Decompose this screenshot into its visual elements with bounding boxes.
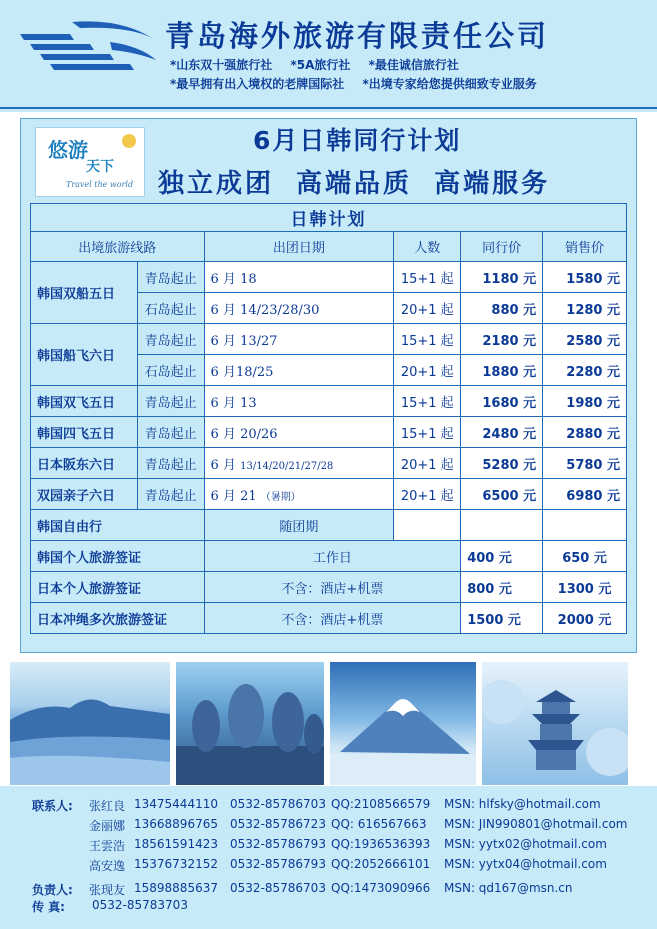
manager-mobile: 15898885637 [134, 881, 218, 895]
tour-date: 随团期 [204, 510, 394, 541]
slogan: *最佳诚信旅行社 [368, 58, 459, 72]
group-size: 20+1 起 [394, 479, 461, 510]
tour-date-month: 6 月 [210, 457, 236, 473]
header-pax: 人数 [394, 232, 461, 262]
contact-qq: QQ:1936536393 [331, 837, 431, 851]
tour-date: 6 月 20/26 [204, 417, 394, 448]
header-date: 出团日期 [204, 232, 394, 262]
photo-stone-statues [176, 662, 324, 785]
route-name: 韩国双船五日 [31, 262, 138, 324]
trade-price: 1680 元 [461, 386, 543, 417]
route-name: 韩国船飞六日 [31, 324, 138, 386]
route-name: 韩国双飞五日 [31, 386, 138, 417]
tour-date: 6 月 13 [204, 386, 394, 417]
contact-msn: MSN: JIN990801@hotmail.com [444, 817, 628, 831]
contact-phone: 0532-85786723 [230, 817, 326, 831]
departure: 石岛起止 [137, 355, 204, 386]
retail-price: 5780 元 [543, 448, 627, 479]
visa-note: 工作日 [204, 541, 461, 572]
tour-date: 6 月 14/23/28/30 [204, 293, 394, 324]
tour-date: 6 月 13/27 [204, 324, 394, 355]
trade-price: 400 元 [461, 541, 543, 572]
retail-price: 2000 元 [543, 603, 627, 634]
plan-panel [20, 118, 637, 653]
departure: 石岛起止 [137, 293, 204, 324]
retail-price: 1280 元 [543, 293, 627, 324]
trade-price: 800 元 [461, 572, 543, 603]
brand-tagline: Travel the world [66, 180, 134, 189]
retail-price: 650 元 [543, 541, 627, 572]
table-row [31, 386, 627, 417]
contact-mobile: 18561591423 [134, 837, 218, 851]
header-trade-price: 同行价 [461, 232, 543, 262]
retail-price: 2580 元 [543, 324, 627, 355]
empty-cell [394, 510, 461, 541]
trade-price: 2480 元 [461, 417, 543, 448]
trade-price: 2180 元 [461, 324, 543, 355]
photo-coast-landscape [10, 662, 170, 785]
company-name: 青岛海外旅游有限责任公司 [165, 19, 550, 53]
contact-qq: QQ:2052666101 [331, 857, 431, 871]
manager-qq: QQ:1473090966 [331, 881, 431, 895]
contact-msn: MSN: yytx04@hotmail.com [444, 857, 607, 871]
contact-phone: 0532-85786703 [230, 797, 326, 811]
contact-phone: 0532-85786793 [230, 837, 326, 851]
slogan: *最早拥有出入境权的老牌国际社 [170, 77, 345, 91]
group-size: 15+1 起 [394, 417, 461, 448]
contact-qq: QQ: 616567663 [331, 817, 427, 831]
slogan: *出境专家给您提供细致专业服务 [362, 77, 537, 91]
manager-phone: 0532-85786703 [230, 881, 326, 895]
departure: 青岛起止 [137, 448, 204, 479]
plan-subtitle: 独立成团 高端品质 高端服务 [158, 169, 551, 199]
trade-price: 1180 元 [461, 262, 543, 293]
visa-row [31, 603, 627, 634]
header-divider [0, 107, 657, 109]
group-size: 15+1 起 [394, 262, 461, 293]
company-slogans [170, 56, 551, 94]
contact-name: 金丽娜 [89, 819, 126, 833]
departure: 青岛起止 [137, 417, 204, 448]
contact-name: 张红良 [89, 799, 126, 813]
retail-price: 1300 元 [543, 572, 627, 603]
contact-qq: QQ:2108566579 [331, 797, 431, 811]
company-header [0, 0, 657, 112]
visa-row [31, 541, 627, 572]
header-retail-price: 销售价 [543, 232, 627, 262]
tour-date: 6 月 18 [204, 262, 394, 293]
retail-price: 1580 元 [543, 262, 627, 293]
retail-price: 1980 元 [543, 386, 627, 417]
group-size: 20+1 起 [394, 293, 461, 324]
photo-mount-fuji [330, 662, 476, 785]
coast-illustration [10, 662, 170, 785]
table-row [31, 417, 627, 448]
contact-mobile: 15376732152 [134, 857, 218, 871]
contact-name: 王雲浩 [89, 839, 126, 853]
departure: 青岛起止 [137, 479, 204, 510]
tour-date [204, 479, 394, 510]
contact-name: 高安逸 [89, 859, 126, 873]
empty-cell [461, 510, 543, 541]
departure: 青岛起止 [137, 386, 204, 417]
empty-cell [543, 510, 627, 541]
table-row [31, 448, 627, 479]
tour-date-month: 6 月 21 [210, 488, 257, 504]
contact-label: 联系人: [32, 799, 73, 813]
table-row [31, 510, 627, 541]
group-size: 15+1 起 [394, 324, 461, 355]
route-name: 韩国自由行 [31, 510, 205, 541]
table-row [31, 324, 627, 355]
visa-note: 不含：酒店+机票 [204, 572, 461, 603]
castle-illustration [482, 662, 628, 785]
table-header-row [31, 232, 627, 262]
tour-date-days: 13/14/20/21/27/28 [240, 460, 334, 472]
contact-mobile: 13668896765 [134, 817, 218, 831]
visa-name: 日本个人旅游签证 [31, 572, 205, 603]
slogan-row-1 [170, 56, 551, 75]
visa-name: 韩国个人旅游签证 [31, 541, 205, 572]
brand-name: 悠游 [48, 138, 88, 162]
visa-row [31, 572, 627, 603]
company-logo-icon [10, 12, 160, 82]
trade-price: 880 元 [461, 293, 543, 324]
slogan: *山东双十强旅行社 [170, 58, 273, 72]
brand-logo [35, 127, 145, 197]
retail-price: 2280 元 [543, 355, 627, 386]
photo-japanese-castle [482, 662, 628, 785]
manager-name: 张现友 [89, 883, 126, 897]
route-name: 韩国四飞五日 [31, 417, 138, 448]
sun-icon [122, 134, 136, 148]
visa-name: 日本冲绳多次旅游签证 [31, 603, 205, 634]
trade-price: 5280 元 [461, 448, 543, 479]
tour-price-table [30, 203, 627, 634]
table-row [31, 479, 627, 510]
visa-note: 不含：酒店+机票 [204, 603, 461, 634]
trade-price: 6500 元 [461, 479, 543, 510]
group-size: 20+1 起 [394, 355, 461, 386]
trade-price: 1880 元 [461, 355, 543, 386]
tour-date: 6 月18/25 [204, 355, 394, 386]
trade-price: 1500 元 [461, 603, 543, 634]
fuji-illustration [330, 662, 476, 785]
route-name: 日本阪东六日 [31, 448, 138, 479]
route-name: 双园亲子六日 [31, 479, 138, 510]
fax-label: 传 真: [32, 900, 65, 914]
retail-price: 6980 元 [543, 479, 627, 510]
manager-msn: MSN: qd167@msn.cn [444, 881, 573, 895]
fax-number: 0532-85783703 [92, 898, 188, 912]
table-title: 日韩计划 [31, 204, 627, 232]
table-row [31, 262, 627, 293]
contact-mobile: 13475444110 [134, 797, 218, 811]
tour-date [204, 448, 394, 479]
slogan: *5A旅行社 [290, 58, 351, 72]
departure: 青岛起止 [137, 324, 204, 355]
retail-price: 2880 元 [543, 417, 627, 448]
manager-label: 负责人: [32, 883, 73, 897]
slogan-row-2 [170, 75, 551, 94]
statues-illustration [176, 662, 324, 785]
brand-name-2: 天下 [86, 159, 114, 175]
contact-section [0, 786, 657, 929]
header-route: 出境旅游线路 [31, 232, 205, 262]
group-size: 15+1 起 [394, 386, 461, 417]
departure: 青岛起止 [137, 262, 204, 293]
group-size: 20+1 起 [394, 448, 461, 479]
contact-msn: MSN: hlfsky@hotmail.com [444, 797, 601, 811]
tour-date-note: （暑期） [260, 491, 301, 503]
contact-phone: 0532-85786793 [230, 857, 326, 871]
plan-title: 6月日韩同行计划 [253, 126, 462, 155]
contact-msn: MSN: yytx02@hotmail.com [444, 837, 607, 851]
